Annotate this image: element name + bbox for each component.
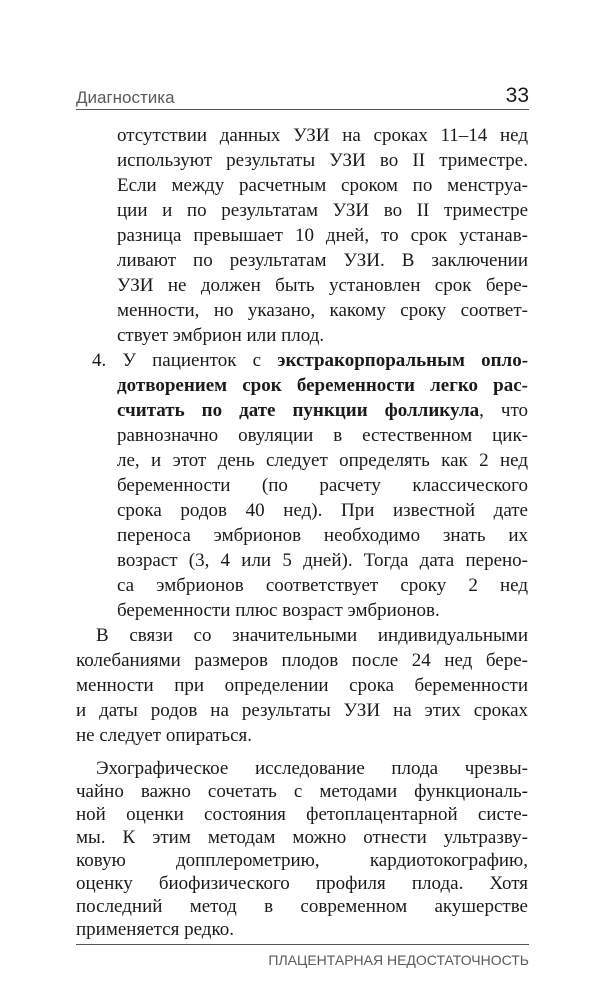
text-line: последний метод в современном акушерстве — [76, 896, 528, 917]
text-line: ковую допплерометрию, кардиотокографию, — [76, 850, 528, 871]
text-line: отсутствии данных УЗИ на сроках 11–14 нед — [117, 125, 528, 146]
text-line: беременности плюс возраст эмбрионов. — [117, 600, 440, 621]
text-line: УЗИ не должен быть установлен срок бере- — [117, 275, 528, 296]
text-line: используют результаты УЗИ во II триместре. — [117, 150, 528, 171]
header-rule — [76, 109, 529, 110]
text-line: срока родов 40 нед). При известной дате — [117, 500, 528, 521]
list-number: 4. — [92, 350, 107, 371]
text-line: не следует опираться. — [76, 725, 253, 746]
text-line: равнозначно овуляции в естественном цик- — [117, 425, 528, 446]
text-line: разница превышает 10 дней, то срок устанав- — [117, 225, 528, 246]
text-line: оценку биофизического профиля плода. Хотя — [76, 873, 528, 894]
text-line: беременности (по расчету классического — [117, 475, 528, 496]
list-item-4-first-line: 4. У пациенток с экстракорпоральным опло- — [92, 350, 529, 371]
running-header — [76, 82, 529, 114]
paragraph-first-line: В связи со значительными индивидуальными — [96, 625, 528, 646]
running-footer: ПЛАЦЕНТАРНАЯ НЕДОСТАТОЧНОСТЬ — [268, 952, 529, 968]
text-line: возраст (3, 4 или 5 дней). Тогда дата перено- — [117, 550, 528, 571]
text-line: считать по дате пункции фолликула, что — [117, 400, 528, 421]
text-line-bold: дотворением срок беременности легко рас- — [117, 375, 528, 396]
text-line: ции и по результатам УЗИ во II триместре — [117, 200, 528, 221]
text-line: мы. К этим методам можно отнести ультразву- — [76, 827, 528, 848]
text-line: ле, и этот день следует определять как 2 нед — [117, 450, 528, 471]
text-line: ствует эмбрион или плод. — [117, 325, 325, 346]
text-line: Если между расчетным сроком по менструа- — [117, 175, 528, 196]
text-line: менности при определении срока беременности — [76, 675, 528, 696]
text-line: чайно важно сочетать с методами функциональ- — [76, 781, 528, 802]
header-title: Диагностика — [76, 88, 175, 107]
footer-rule — [76, 944, 529, 945]
text-line: применяется редко. — [76, 919, 234, 940]
text-line: и даты родов на результаты УЗИ на этих сроках — [76, 700, 528, 721]
text-line: менности, но указано, какому сроку соответ- — [117, 300, 528, 321]
page-number: 33 — [505, 84, 529, 107]
paragraph-first-line: Эхографическое исследование плода чрезвы- — [96, 758, 528, 779]
text-line: ливают по результатам УЗИ. В заключении — [117, 250, 528, 271]
text-line: ной оценки состояния фетоплацентарной систе- — [76, 804, 528, 825]
text-line: переноса эмбрионов необходимо знать их — [117, 525, 528, 546]
text-line: колебаниями размеров плодов после 24 нед бере- — [76, 650, 528, 671]
text-line: са эмбрионов соответствует сроку 2 нед — [117, 575, 528, 596]
